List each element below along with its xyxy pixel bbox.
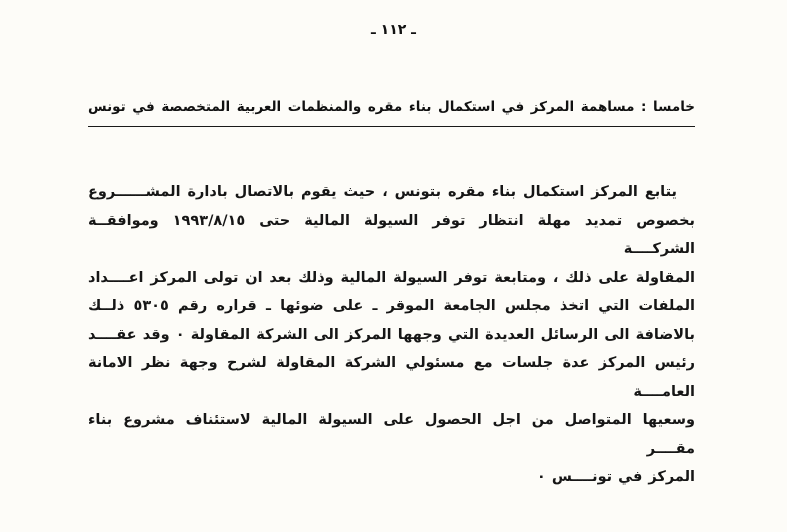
paragraph-line: المركز في تونــــس ٠ bbox=[536, 469, 695, 485]
paragraph-line: وسعيها المتواصل من اجل الحصول على السيولة المالية لاستئناف مشروع بناء مقــــر bbox=[88, 412, 695, 457]
paragraph-line: يتابع المركز استكمال بناء مقره بتونس ، حيث يقوم بالاتصال بادارة المشــــــروع bbox=[88, 184, 677, 200]
paragraph-line: رئيس المركز عدة جلسات مع مسئولي الشركة المقاولة لشرح وجهة نظر الامانة العامــــة bbox=[88, 355, 695, 400]
paragraph-line: بالاضافة الى الرسائل العديدة التي وجهها المركز الى الشركة المقاولة ٠ وقد عقــــد bbox=[88, 326, 695, 343]
page-number: ـ ١١٢ ـ bbox=[371, 22, 416, 38]
paragraph bbox=[88, 178, 695, 492]
paragraph-line: المقاولة على ذلك ، ومتابعة توفر السيولة المالية وذلك بعد ان تولى المركز اعــــداد bbox=[88, 269, 695, 286]
paragraph-line: بخصوص تمديد مهلة انتظار توفر السيولة المالية حتى ١٩٩٣/٨/١٥ وموافقــة الشركــــة bbox=[88, 212, 695, 257]
paragraph-line: الملفات التي اتخذ مجلس الجامعة الموقر ـ على ضوئها ـ قراره رقم ٥٣٠٥ ذلــك bbox=[88, 298, 695, 314]
section-heading: خامسا : مساهمة المركز في استكمال بناء مقره والمنظمات العربية المتخصصة في تونس bbox=[88, 97, 695, 127]
